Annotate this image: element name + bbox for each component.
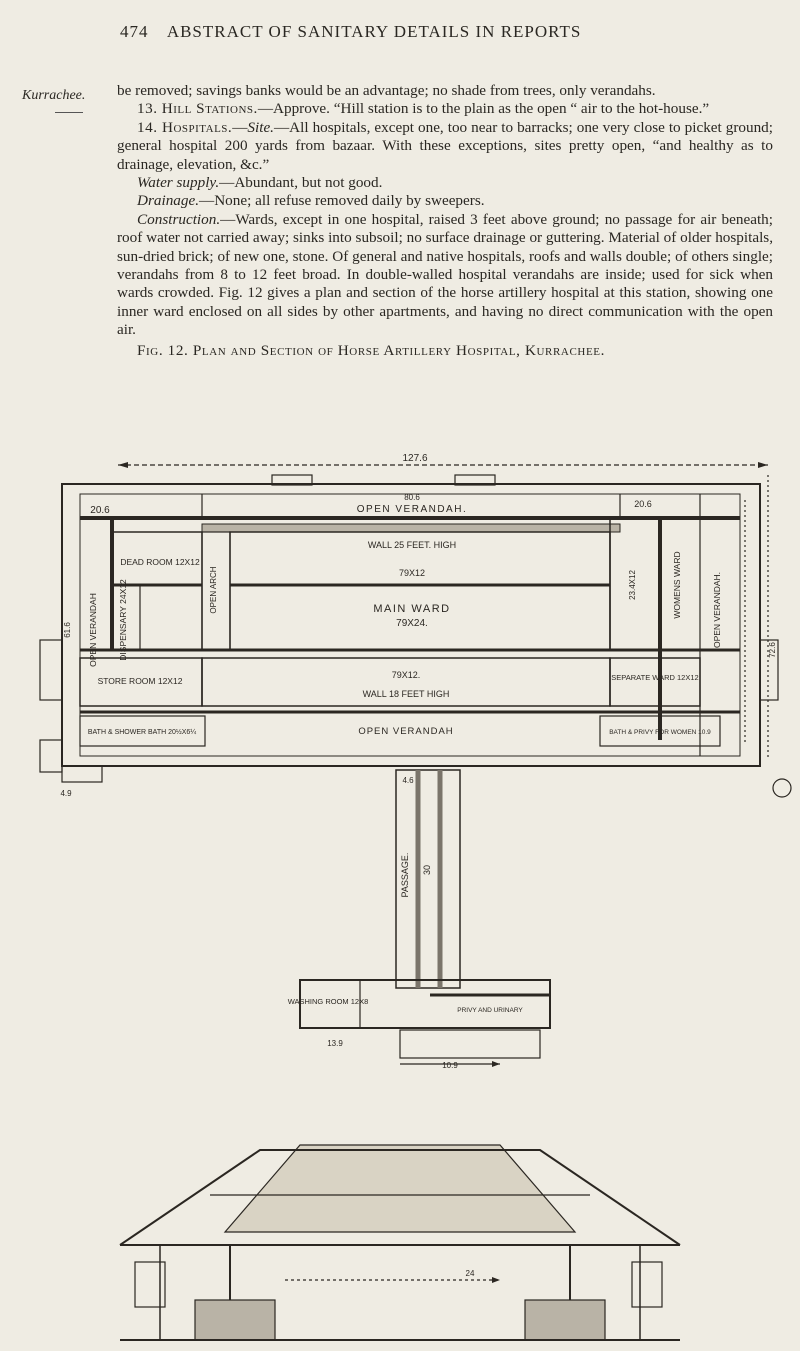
arrowhead-right xyxy=(758,462,768,468)
main-ward xyxy=(230,532,610,650)
paragraph-1: be removed; savings banks would be an advantage; no shade from trees, only verandahs. xyxy=(117,82,656,99)
roof-vent-right xyxy=(455,475,495,485)
section-head: 13. Hill Stations. xyxy=(137,100,258,118)
dead-room-label: DEAD ROOM 12X12 xyxy=(120,557,200,567)
left-rooms-block xyxy=(112,532,202,650)
bath-left xyxy=(80,716,205,746)
subhead-drainage: Drainage. xyxy=(137,192,200,210)
main-ward-dims: 79X24. xyxy=(396,618,428,629)
womens-ward-label: WOMENS WARD xyxy=(672,551,682,619)
open-arch-left xyxy=(202,532,230,650)
paragraph-body: —All hospitals, except one, too near to barracks; one very close to picket ground; general hospital 200 yards from bazaar. With these exceptions, sites pretty open, “and healthy as to drainage, elevation, &c.” xyxy=(117,118,774,173)
running-header xyxy=(120,22,780,42)
bottom-verandah-label: OPEN VERANDAH xyxy=(358,726,454,737)
top-verandah-label: OPEN VERANDAH. xyxy=(356,504,468,515)
lower-ward-dims: 79X12. xyxy=(391,670,421,680)
washing-room-label: WASHING ROOM 12X8 xyxy=(287,997,369,1006)
dispensary-label: DISPENSARY 24X12 xyxy=(118,579,128,661)
lower-ward xyxy=(202,658,610,706)
running-head-title: ABSTRACT OF SANITARY DETAILS IN REPORTS xyxy=(166,22,582,41)
wall-top-label: WALL 25 FEET. HIGH xyxy=(367,540,457,550)
wall-lower-label: WALL 18 FEET HIGH xyxy=(362,689,450,699)
subhead-construction: Construction. xyxy=(137,210,221,228)
bottom-left-dim: 4.9 xyxy=(60,789,72,798)
section-ground-right xyxy=(525,1300,605,1340)
right-top-dim: 20.6 xyxy=(634,499,652,509)
open-arch-left-label: OPEN ARCH xyxy=(209,566,218,614)
bath-left-label: BATH & SHOWER BATH 20½X6¼ xyxy=(87,729,197,736)
dead-room-dims: 79X12 xyxy=(398,568,426,578)
plan-outline xyxy=(62,484,760,766)
section-dim: 24 xyxy=(465,1269,475,1278)
passage xyxy=(396,770,460,988)
main-ward-label: MAIN WARD xyxy=(373,603,451,615)
body-text xyxy=(117,82,773,360)
paragraph-body: —Approve. “Hill station is to the plain as the open “ air to the hot-house.” xyxy=(257,100,710,118)
roof-vent-left xyxy=(272,475,312,485)
left-verandah-label: OPEN VERANDAH xyxy=(88,593,98,667)
inner-outline xyxy=(80,494,740,756)
paragraph-hospitals: 14. Hospitals.—Site.—All hospitals, except one, too near to barracks; one very close to picket ground; general hospital 200 yards from bazaar. With these exceptions, sites pretty open, “and healthy as to drainage, elevation, &c.” xyxy=(117,118,774,173)
store-room-label: STORE ROOM 12X12 xyxy=(97,676,183,686)
passage-dim: 4.6 xyxy=(402,776,414,785)
privy-label: PRIVY AND URINARY xyxy=(457,1007,523,1014)
separate-ward xyxy=(610,658,700,706)
paragraph-water xyxy=(117,174,773,192)
passage-length: 30 xyxy=(422,864,432,876)
section-ground-left xyxy=(195,1300,275,1340)
page-number: 474 xyxy=(120,22,149,41)
margin-dash xyxy=(55,112,83,113)
left-dim-label: 20.6 xyxy=(90,505,110,516)
right-annex-circle xyxy=(773,779,791,797)
right-dim: 72.6 xyxy=(768,642,777,658)
margin-place-label: Kurrachee. xyxy=(22,88,86,103)
section-head: 14. Hospitals. xyxy=(137,118,233,136)
arrowhead-left xyxy=(118,462,128,468)
paragraph-body: —Wards, except in one hospital, raised 3 feet above ground; no passage for air beneath; roof water not carried away; sinks into subsoil; no surface drainage or guttering. Material of older hospitals, sun-dried brick; of new one, stone. Of general and native hospitals, roofs and walls double; of others single; verandahs from 8 to 12 feet broad. In double-walled hospital verandahs are inside; used for sick when wards crowded. Fig. 12 gives a plan and section of the horse artillery hospital at this station, showing one inner ward enclosed on all sides by other apartments, and having no direct communication with the open air. xyxy=(117,210,773,339)
hatched-wall xyxy=(202,524,620,532)
paragraph-construction xyxy=(117,211,773,340)
figure-caption: Fig. 12. Plan and Section of Horse Artillery Hospital, Kurrachee. xyxy=(137,341,605,359)
womens-ward-dims: 23.4X12 xyxy=(628,570,637,600)
bath-right-label: BATH & PRIVY FOR WOMEN 10.9 xyxy=(609,729,711,736)
subhead-site: Site. xyxy=(247,118,274,136)
left-annex xyxy=(40,640,62,700)
paragraph-body: —Abundant, but not good. xyxy=(219,174,383,192)
section-roof xyxy=(225,1145,575,1232)
right-verandah-label: OPEN VERANDAH. xyxy=(712,571,722,649)
annex-dim: 13.9 xyxy=(327,1039,343,1048)
paragraph-drainage xyxy=(117,192,773,210)
bath-right xyxy=(600,716,720,746)
section-roof-line xyxy=(120,1150,680,1245)
annex-width: 10.9 xyxy=(442,1061,458,1070)
womens-ward xyxy=(610,518,660,650)
passage-label: PASSAGE. xyxy=(400,852,410,898)
paragraph-hill-stations xyxy=(117,100,773,118)
top-verandah-dim: 80.6 xyxy=(404,493,420,502)
overall-dim-label: 127.6 xyxy=(402,453,428,464)
paragraph-body: —None; all refuse removed daily by sweepers. xyxy=(199,192,485,210)
section-window-left xyxy=(135,1262,165,1307)
store-room xyxy=(80,658,202,706)
washing-privy-block xyxy=(300,980,550,1028)
subhead-water: Water supply. xyxy=(137,174,220,192)
separate-ward-label: SEPARATE WARD 12X12 xyxy=(611,673,699,682)
section-window-right xyxy=(632,1262,662,1307)
left-verandah-dim: 61.6 xyxy=(63,622,72,638)
